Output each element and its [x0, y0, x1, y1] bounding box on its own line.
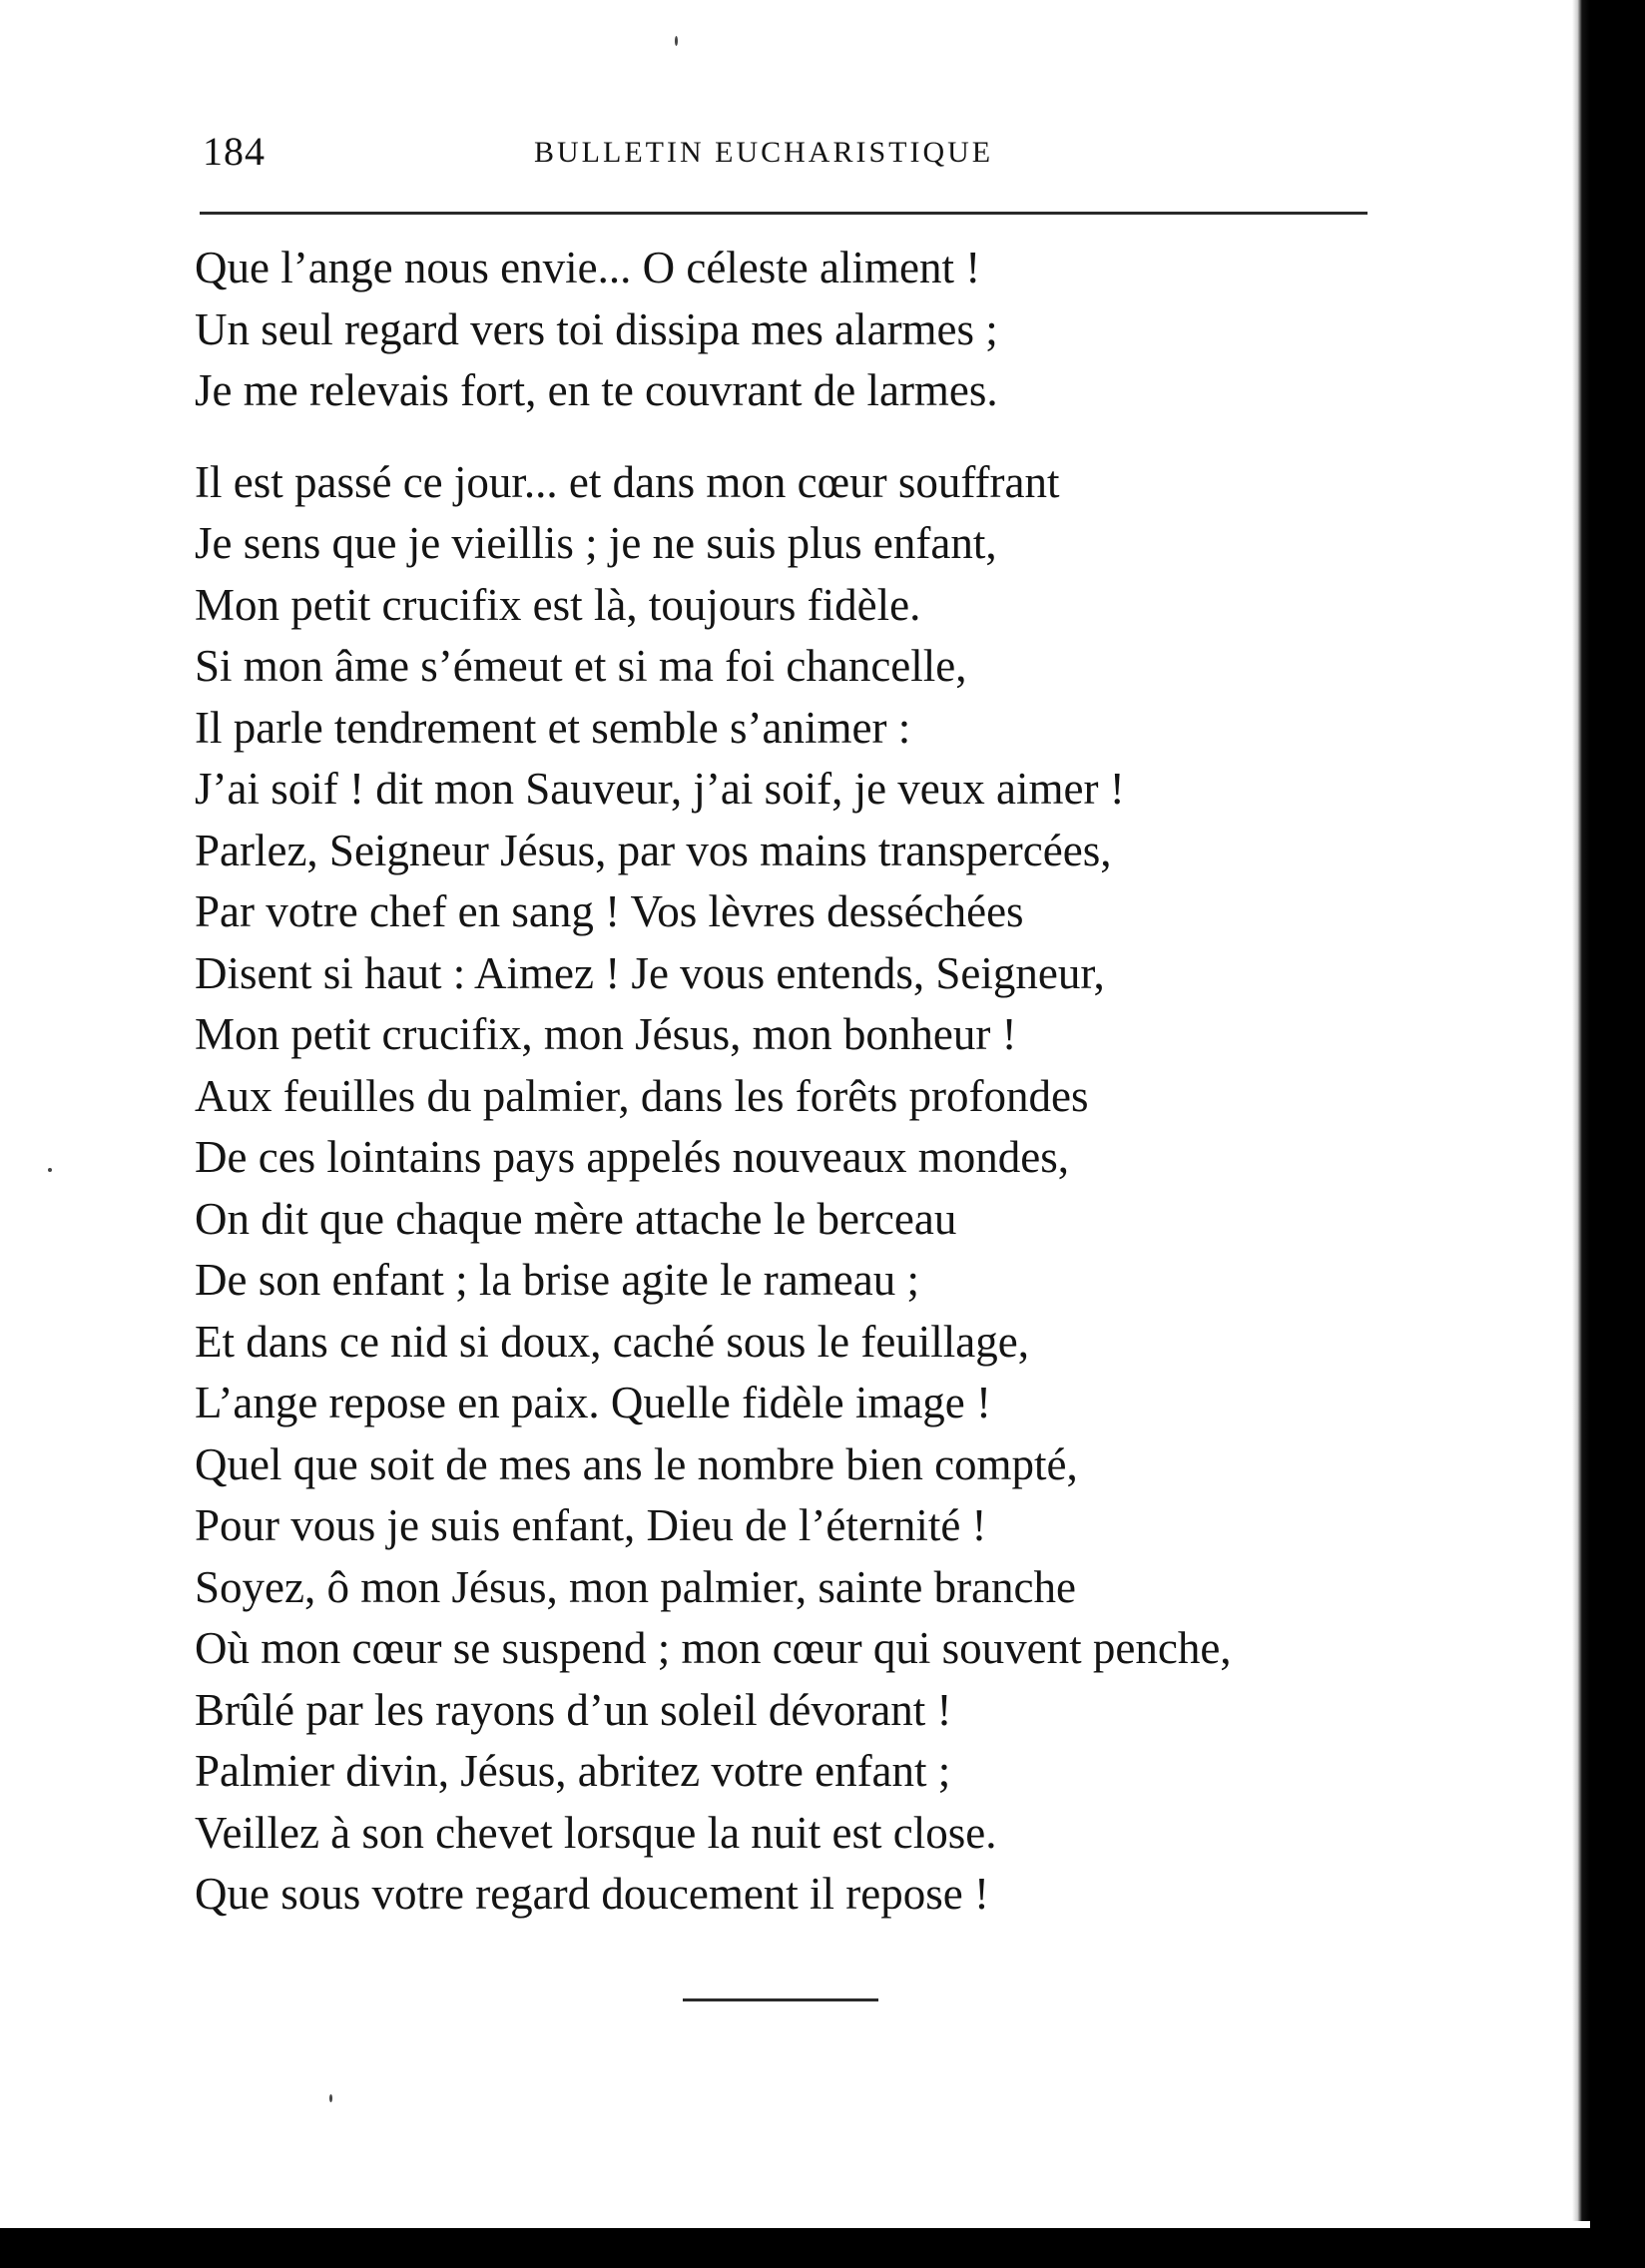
stanza — [195, 238, 1392, 422]
verse-line: Quel que soit de mes ans le nombre bien compté, — [195, 1438, 1078, 1489]
verse-line: Un seul regard vers toi dissipa mes alarmes ; — [195, 303, 998, 354]
verse-line: Pour vous je suis enfant, Dieu de l’éternité ! — [195, 1500, 987, 1550]
verse-line: Veillez à son chevet lorsque la nuit est close. — [195, 1807, 997, 1858]
verse-line: Que l’ange nous envie... O céleste aliment ! — [195, 243, 981, 292]
scan-speck — [48, 1168, 52, 1172]
verse-line: Palmier divin, Jésus, abritez votre enfant ; — [195, 1746, 951, 1796]
verse-line: Brûlé par les rayons d’un soleil dévorant ! — [195, 1684, 952, 1735]
end-rule — [683, 1998, 878, 2001]
verse-line: Aux feuilles du palmier, dans les forêts profondes — [195, 1070, 1089, 1121]
verse-line: Et dans ce nid si doux, caché sous le feuillage, — [195, 1316, 1029, 1367]
verse-line: Mon petit crucifix, mon Jésus, mon bonheur ! — [195, 1009, 1017, 1059]
running-title: BULLETIN EUCHARISTIQUE — [534, 136, 994, 169]
verse-line: Si mon âme s’émeut et si ma foi chancelle, — [195, 641, 967, 691]
verse-line: Il parle tendrement et semble s’animer : — [195, 702, 911, 753]
verse-line: Je me relevais fort, en te couvrant de larmes. — [195, 365, 998, 415]
verse-line: Que sous votre regard doucement il repose ! — [195, 1869, 989, 1919]
verse-line: Parlez, Seigneur Jésus, par vos mains transpercées, — [195, 825, 1112, 875]
verse-line: Il est passé ce jour... et dans mon cœur souffrant — [195, 456, 1060, 507]
header-rule — [200, 212, 1368, 215]
verse-line: Mon petit crucifix est là, toujours fidèle. — [195, 579, 921, 630]
verse-line: Où mon cœur se suspend ; mon cœur qui souvent penche, — [195, 1623, 1232, 1673]
verse-line: Soyez, ô mon Jésus, mon palmier, sainte branche — [195, 1561, 1076, 1612]
verse-line: J’ai soif ! dit mon Sauveur, j’ai soif, je veux aimer ! — [195, 764, 1125, 814]
verse-line: On dit que chaque mère attache le berceau — [195, 1193, 957, 1244]
verse-line: De son enfant ; la brise agite le rameau ; — [195, 1255, 919, 1305]
scan-speck — [675, 36, 678, 46]
verse-line: De ces lointains pays appelés nouveaux mondes, — [195, 1132, 1070, 1182]
page-number: 184 — [203, 129, 266, 174]
verse-line: Par votre chef en sang ! Vos lèvres desséchées — [195, 886, 1024, 936]
verse-line: Je sens que je vieillis ; je ne suis plus enfant, — [195, 518, 997, 568]
scan-edge-shadow — [1572, 0, 1590, 2221]
verse-line: L’ange repose en paix. Quelle fidèle image ! — [195, 1378, 992, 1427]
scan-border-bottom — [0, 2228, 1645, 2268]
stanza — [195, 452, 1392, 1926]
scan-border-right — [1590, 0, 1645, 2268]
page-header — [195, 128, 1372, 178]
scan-speck — [329, 2094, 332, 2102]
verse-line: Disent si haut : Aimez ! Je vous entends, Seigneur, — [195, 947, 1105, 998]
poem-body — [195, 238, 1392, 1926]
